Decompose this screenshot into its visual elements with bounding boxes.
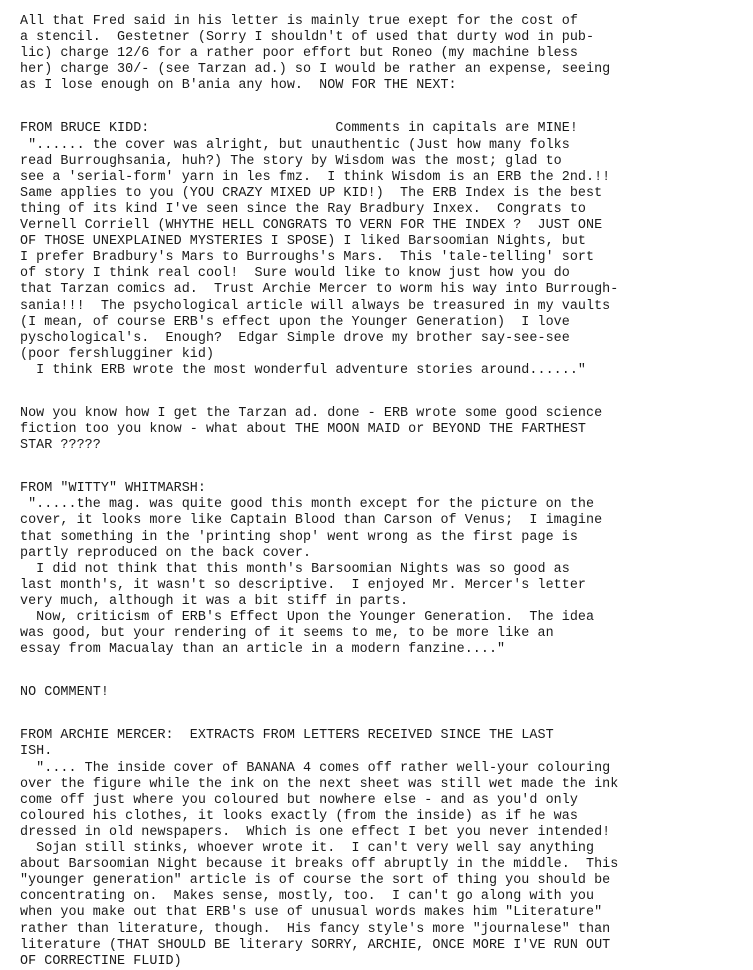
text-line: Now you know how I get the Tarzan ad. done - ERB wrote some good science	[20, 405, 603, 421]
text-line: I did not think that this month's Barsoomian Nights was so good as	[20, 561, 570, 577]
text-line: I prefer Bradbury's Mars to Burroughs's Mars. This 'tale-telling' sort	[20, 250, 595, 266]
text-line: fiction too you know - what about THE MOON MAID or BEYOND THE FARTHEST	[20, 422, 586, 438]
intro-paragraph	[20, 14, 735, 94]
text-line: STAR ?????	[20, 438, 101, 454]
text-line: Vernell Corriell (WHYTHE HELL CONGRATS TO VERN FOR THE INDEX ? JUST ONE	[20, 218, 603, 234]
text-line: when you make out that ERB's use of unusual words makes him "Literature"	[20, 905, 603, 921]
text-line: Same applies to you (YOU CRAZY MIXED UP KID!) The ERB Index is the best	[20, 185, 603, 201]
text-line: Now, criticism of ERB's Effect Upon the Younger Generation. The idea	[20, 610, 595, 625]
letter-whitmarsh	[20, 481, 735, 658]
text-line: Sojan still stinks, whoever wrote it. I can't very well say anything	[20, 841, 595, 857]
text-line: of story I think real cool! Sure would like to know just how you do	[20, 266, 570, 282]
text-line: essay from Macualay than an article in a modern fanzine...."	[20, 642, 506, 658]
text-line: (I mean, of course ERB's effect upon the Younger Generation) I love	[20, 314, 570, 330]
text-line: lic) charge 12/6 for a rather poor effort but Roneo (my machine bless	[20, 46, 578, 62]
text-line: thing of its kind I've seen since the Ray Bradbury Inxex. Congrats to	[20, 201, 586, 217]
editor-interlude	[20, 406, 735, 454]
text-line: FROM BRUCE KIDD: Comments in capitals are MINE!	[20, 121, 578, 137]
text-line: see a 'serial-form' yarn in les fmz. I think Wisdom is an ERB the 2nd.!!	[20, 169, 611, 185]
text-line: concentrating on. Makes sense, mostly, too. I can't go along with you	[20, 889, 595, 905]
text-line: partly reproduced on the back cover.	[20, 545, 312, 561]
text-line: a stencil. Gestetner (Sorry I shouldn't of used that durty wod in pub-	[20, 30, 595, 46]
text-line: about Barsoomian Night because it breaks off abruptly in the middle. This	[20, 857, 619, 873]
text-line: was good, but your rendering of it seems to me, to be more like an	[20, 626, 554, 642]
text-line: pyschological's. Enough? Edgar Simple drove my brother say-see-see	[20, 330, 570, 346]
text-line: "...... the cover was alright, but unauthentic (Just how many folks	[20, 137, 570, 153]
text-line: "younger generation" article is of course the sort of thing you should be	[20, 873, 611, 889]
text-line: that Tarzan comics ad. Trust Archie Mercer to worm his way into Burrough-	[20, 282, 619, 298]
text-line: All that Fred said in his letter is mainly true exept for the cost of	[20, 14, 578, 29]
text-line: cover, it looks more like Captain Blood than Carson of Venus; I imagine	[20, 513, 603, 529]
text-line: read Burroughsania, huh?) The story by Wisdom was the most; glad to	[20, 153, 562, 169]
text-line: (poor fershlugginer kid)	[20, 346, 215, 362]
text-line: as I lose enough on B'ania any how. NOW FOR THE NEXT:	[20, 78, 457, 94]
no-comment-note: NO COMMENT!	[20, 685, 109, 701]
text-line: sania!!! The psychological article will always be treasured in my vaults	[20, 298, 611, 314]
text-line: ".....the mag. was quite good this month except for the picture on the	[20, 497, 595, 513]
text-line: literature (THAT SHOULD BE literary SORRY, ARCHIE, ONCE MORE I'VE RUN OUT	[20, 937, 611, 953]
text-line: rather than literature, though. His fancy style's more "journalese" than	[20, 921, 611, 937]
text-line: FROM "WITTY" WHITMARSH:	[20, 481, 206, 497]
text-line: OF THOSE UNEXPLAINED MYSTERIES I SPOSE) I liked Barsoomian Nights, but	[20, 234, 586, 250]
text-line: FROM ARCHIE MERCER: EXTRACTS FROM LETTERS RECEIVED SINCE THE LAST	[20, 728, 554, 744]
text-line: very much, although it was a bit stiff in parts.	[20, 593, 409, 609]
text-line: dressed in old newspapers. Which is one effect I bet you never intended!	[20, 824, 611, 840]
text-line: ISH.	[20, 744, 53, 760]
text-line: her) charge 30/- (see Tarzan ad.) so I would be rather an expense, seeing	[20, 62, 611, 78]
letter-bruce-kidd	[20, 121, 735, 379]
text-line: OF CORRECTINE FLUID)	[20, 953, 182, 969]
text-line: that something in the 'printing shop' went wrong as the first page is	[20, 529, 578, 545]
text-line: over the figure while the ink on the next sheet was still wet made the ink	[20, 776, 619, 792]
text-line: last month's, it wasn't so descriptive. I enjoyed Mr. Mercer's letter	[20, 577, 586, 593]
text-line: coloured his clothes, it looks exactly (from the inside) as if he was	[20, 808, 578, 824]
letter-archie-mercer	[20, 728, 735, 969]
text-line: come off just where you coloured but nowhere else - and as you'd only	[20, 792, 578, 808]
text-line: I think ERB wrote the most wonderful adventure stories around......"	[20, 362, 586, 378]
text-line: ".... The inside cover of BANANA 4 comes off rather well-your colouring	[20, 760, 611, 776]
